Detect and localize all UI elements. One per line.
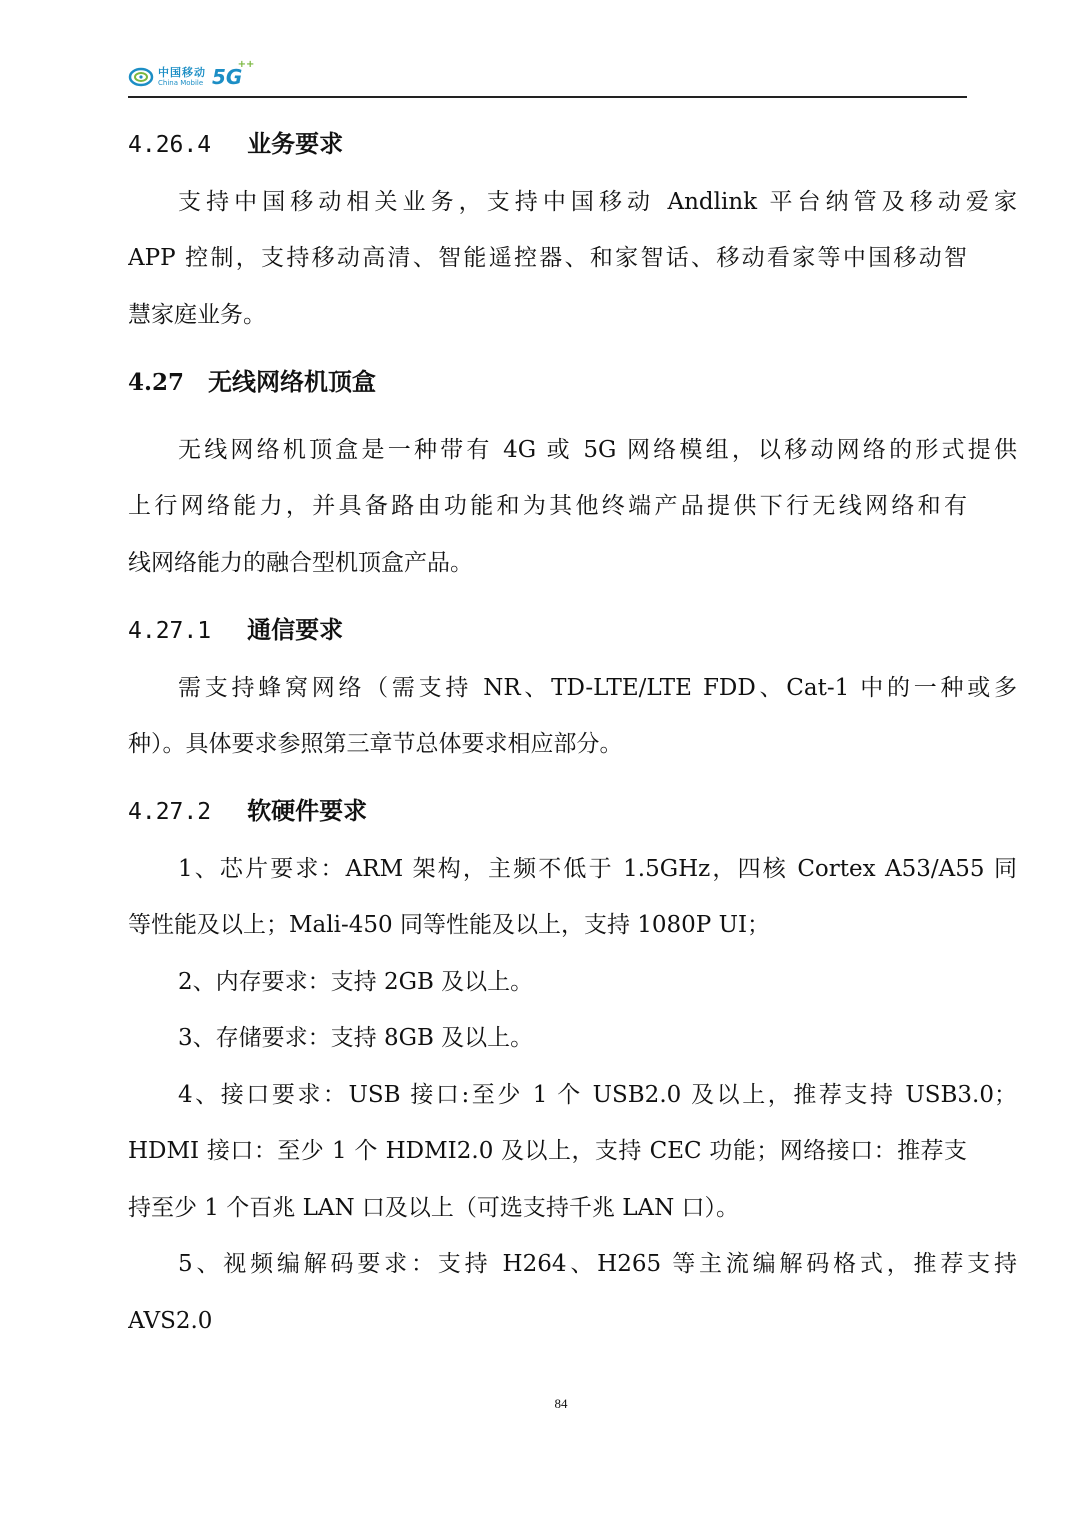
list-item-line: 1、芯片要求：ARM 架构，主频不低于 1.5GHz，四核 Cortex A53/A55 同 <box>178 856 1017 882</box>
paragraph-line: 线网络能力的融合型机顶盒产品。 <box>128 550 473 576</box>
list-item-line: 持至少 1 个百兆 LAN 口及以上（可选支持千兆 LAN 口）。 <box>128 1195 740 1221</box>
logo-english-text: China Mobile <box>158 79 204 87</box>
heading-title: 无线网络机顶盒 <box>208 368 377 396</box>
china-mobile-logo <box>128 59 255 94</box>
heading-title: 软硬件要求 <box>247 797 368 825</box>
page-number: 84 <box>554 1396 568 1411</box>
heading-number: 4.27.1 <box>128 618 212 644</box>
heading-number: 4.26.4 <box>128 132 212 158</box>
paragraph-line: 上行网络能力，并具备路由功能和为其他终端产品提供下行无线网络和有 <box>128 493 967 519</box>
logo-5g-plus: ++ <box>237 59 255 70</box>
logo-5g-text: 5G <box>212 65 243 89</box>
list-item-line: 5、视频编解码要求：支持 H264、H265 等主流编解码格式，推荐支持 <box>178 1251 1017 1277</box>
logo-5g-mark <box>212 59 255 89</box>
list-item-line: 4、接口要求：USB 接口:至少 1 个 USB2.0 及以上，推荐支持 USB3.0； <box>178 1082 1017 1108</box>
heading-title: 业务要求 <box>247 130 344 158</box>
paragraph-line: 种）。具体要求参照第三章节总体要求相应部分。 <box>128 731 623 757</box>
heading-number: 4.27 <box>128 369 185 396</box>
list-item-line: 3、存储要求：支持 8GB 及以上。 <box>178 1025 534 1051</box>
list-item-line: AVS2.0 <box>128 1308 213 1334</box>
paragraph-line: APP 控制，支持移动高清、智能遥控器、和家智话、移动看家等中国移动智 <box>128 245 967 271</box>
heading-4-27 <box>128 364 967 400</box>
list-item-line: HDMI 接口：至少 1 个 HDMI2.0 及以上，支持 CEC 功能；网络接口：推荐支 <box>128 1138 967 1164</box>
list-item-line: 等性能及以上；Mali-450 同等性能及以上，支持 1080P UI； <box>128 912 771 938</box>
heading-4-27-2 <box>128 793 967 829</box>
list-item-line: 2、内存要求：支持 2GB 及以上。 <box>178 969 534 995</box>
paragraph-line: 支持中国移动相关业务，支持中国移动 Andlink 平台纳管及移动爱家 <box>178 189 1017 215</box>
heading-title: 通信要求 <box>247 616 344 644</box>
page-header <box>128 58 967 98</box>
heading-4-26-4 <box>128 126 967 162</box>
paragraph-line: 需支持蜂窝网络（需支持 NR、TD-LTE/LTE FDD、Cat-1 中的一种或多 <box>178 675 1017 701</box>
heading-number: 4.27.2 <box>128 799 212 825</box>
paragraph-line: 慧家庭业务。 <box>128 302 266 328</box>
heading-4-27-1 <box>128 612 967 648</box>
logo-chinese-text: 中国移动 <box>158 66 206 79</box>
china-mobile-swirl-icon <box>128 66 154 88</box>
paragraph-line: 无线网络机顶盒是一种带有 4G 或 5G 网络模组，以移动网络的形式提供 <box>178 437 1017 463</box>
